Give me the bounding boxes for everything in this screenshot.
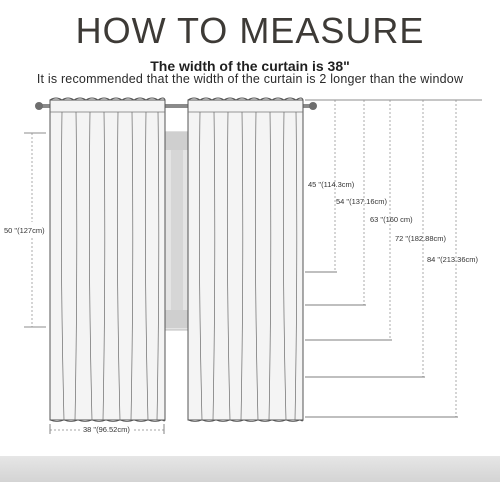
length-label-72: 72 "(182.88cm) [395,234,447,243]
length-label-84: 84 "(213.36cm) [427,255,479,264]
window-frame [164,132,190,330]
length-84 [305,100,479,417]
length-label-45: 45 "(114.3cm) [308,180,355,189]
length-45 [305,100,355,272]
window-height-label: 50 "(127cm) [4,226,45,235]
length-label-63: 63 "(160 cm) [370,215,413,224]
length-label-54: 54 "(137.16cm) [336,197,388,206]
window-height-dimension [4,133,46,327]
curtain-width-dimension [50,424,164,434]
length-54 [305,100,388,305]
left-curtain-panel [50,98,165,422]
page-title: HOW TO MEASURE [75,10,425,51]
right-curtain-panel [188,98,303,422]
length-63 [305,100,413,340]
recommendation-note: It is recommended that the width of the curtain is 2 longer than the window [36,72,464,86]
length-72 [305,100,447,377]
curtain-width-label: 38 "(96.52cm) [83,425,130,434]
curtain-width-note: The width of the curtain is 38" [150,58,350,74]
